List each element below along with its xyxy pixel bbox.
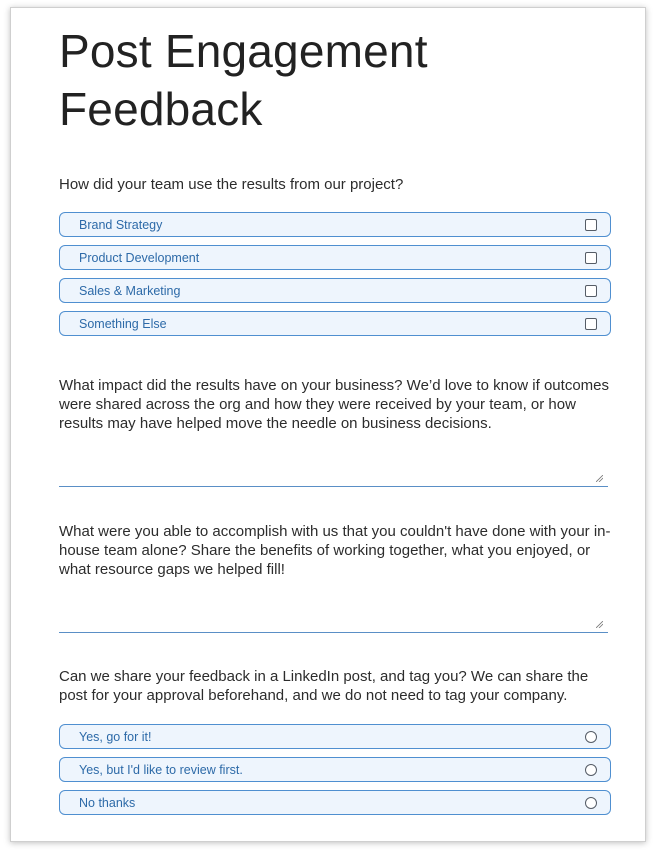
checkbox-option-product-development[interactable] <box>59 245 611 270</box>
checkbox-option-sales-marketing[interactable] <box>59 278 611 303</box>
checkbox-option-brand-strategy[interactable] <box>59 212 611 237</box>
radio-option-no-thanks[interactable] <box>59 790 611 815</box>
accomplishments-textarea[interactable] <box>59 606 608 633</box>
radio-icon[interactable] <box>585 797 597 809</box>
page-title: Post Engagement Feedback <box>59 25 428 135</box>
resize-grip-icon[interactable] <box>596 621 603 628</box>
resize-grip-icon[interactable] <box>596 475 603 482</box>
radio-icon[interactable] <box>585 731 597 743</box>
radio-icon[interactable] <box>585 764 597 776</box>
checkbox-icon[interactable] <box>585 252 597 264</box>
option-label: Sales & Marketing <box>79 284 181 298</box>
question-impact: What impact did the results have on your business? We’d love to know if outcomes were shared across the org and how they were received by your team, or how results may have helped move the needle on business decisions. <box>59 377 609 432</box>
option-label: No thanks <box>79 796 136 810</box>
checkbox-option-something-else[interactable] <box>59 311 611 336</box>
impact-textarea[interactable] <box>59 460 608 487</box>
radio-option-yes[interactable] <box>59 724 611 749</box>
radio-option-review-first[interactable] <box>59 757 611 782</box>
checkbox-icon[interactable] <box>585 285 597 297</box>
option-label: Product Development <box>79 251 200 265</box>
checkbox-icon[interactable] <box>585 219 597 231</box>
form-page <box>10 7 646 842</box>
option-label: Yes, go for it! <box>79 730 152 744</box>
question-linkedin: Can we share your feedback in a LinkedIn post, and tag you? We can share the post for your approval beforehand, and we do not need to tag your company. <box>59 668 589 704</box>
option-label: Something Else <box>79 317 167 331</box>
question-usage: How did your team use the results from our project? <box>59 176 404 193</box>
option-label: Brand Strategy <box>79 218 163 232</box>
checkbox-icon[interactable] <box>585 318 597 330</box>
question-accomplishments: What were you able to accomplish with us that you couldn't have done with your in-house team alone? Share the benefits of working together, what you enjoyed, or what resource gaps we helped fill! <box>59 523 611 578</box>
option-label: Yes, but I'd like to review first. <box>79 763 243 777</box>
